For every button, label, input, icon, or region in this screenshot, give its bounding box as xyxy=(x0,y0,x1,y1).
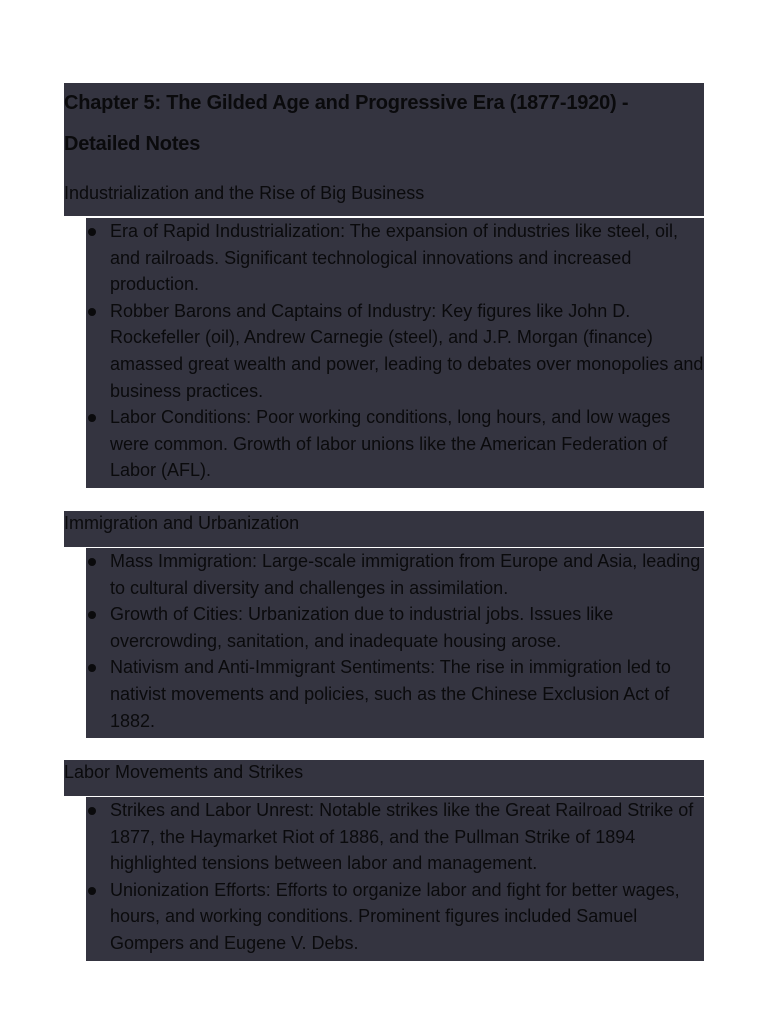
chapter-title-line-1: Chapter 5: The Gilded Age and Progressive Era (1877-1920) - xyxy=(64,92,629,114)
chapter-title xyxy=(64,83,704,165)
section-3-list xyxy=(86,797,704,957)
list-item xyxy=(86,548,704,601)
section-1-list xyxy=(86,218,704,484)
list-item xyxy=(86,218,704,298)
section-2-list xyxy=(86,548,704,734)
list-item xyxy=(86,877,704,957)
bullet-icon xyxy=(88,664,96,672)
section-heading-industrialization: Industrialization and the Rise of Big Business xyxy=(64,183,425,203)
list-item xyxy=(86,654,704,734)
list-item-text: Unionization Efforts: Efforts to organize labor and fight for better wages, hours, and working conditions. Prominent figures included Samuel Gompers and Eugene V. Debs. xyxy=(110,879,680,953)
list-item xyxy=(86,298,704,404)
bullet-icon xyxy=(88,887,96,895)
chapter-title-line-2: Detailed Notes xyxy=(64,133,201,155)
list-item xyxy=(86,797,704,877)
list-item-text: Strikes and Labor Unrest: Notable strikes like the Great Railroad Strike of 1877, the Haymarket Riot of 1886, and the Pullman Strike of 1894 highlighted tensions between labor and management. xyxy=(110,800,694,874)
list-item xyxy=(86,404,704,484)
bullet-icon xyxy=(88,807,96,815)
bullet-icon xyxy=(88,308,96,316)
list-item-text: Growth of Cities: Urbanization due to industrial jobs. Issues like overcrowding, sanitation, and inadequate housing arose. xyxy=(110,604,614,651)
list-item-text: Mass Immigration: Large-scale immigration from Europe and Asia, leading to cultural diversity and challenges in assimilation. xyxy=(110,551,701,598)
list-item xyxy=(86,601,704,654)
section-heading-labor-movements: Labor Movements and Strikes xyxy=(64,762,304,782)
bullet-icon xyxy=(88,228,96,236)
bullet-icon xyxy=(88,558,96,566)
list-item-text: Era of Rapid Industrialization: The expansion of industries like steel, oil, and railroads. Significant technological innovations and increased production. xyxy=(110,221,678,295)
bullet-icon xyxy=(88,414,96,422)
list-item-text: Labor Conditions: Poor working conditions, long hours, and low wages were common. Growth of labor unions like the American Federation of Labor (AFL). xyxy=(110,407,671,481)
list-item-text: Nativism and Anti-Immigrant Sentiments: The rise in immigration led to nativist movements and policies, such as the Chinese Exclusion Act of 1882. xyxy=(110,657,671,731)
section-heading-immigration: Immigration and Urbanization xyxy=(64,513,300,533)
list-item-text: Robber Barons and Captains of Industry: Key figures like John D. Rockefeller (oil), Andrew Carnegie (steel), and J.P. Morgan (finance) amassed great wealth and power, leading to debates over monopolies and business practices. xyxy=(110,300,704,401)
bullet-icon xyxy=(88,611,96,619)
